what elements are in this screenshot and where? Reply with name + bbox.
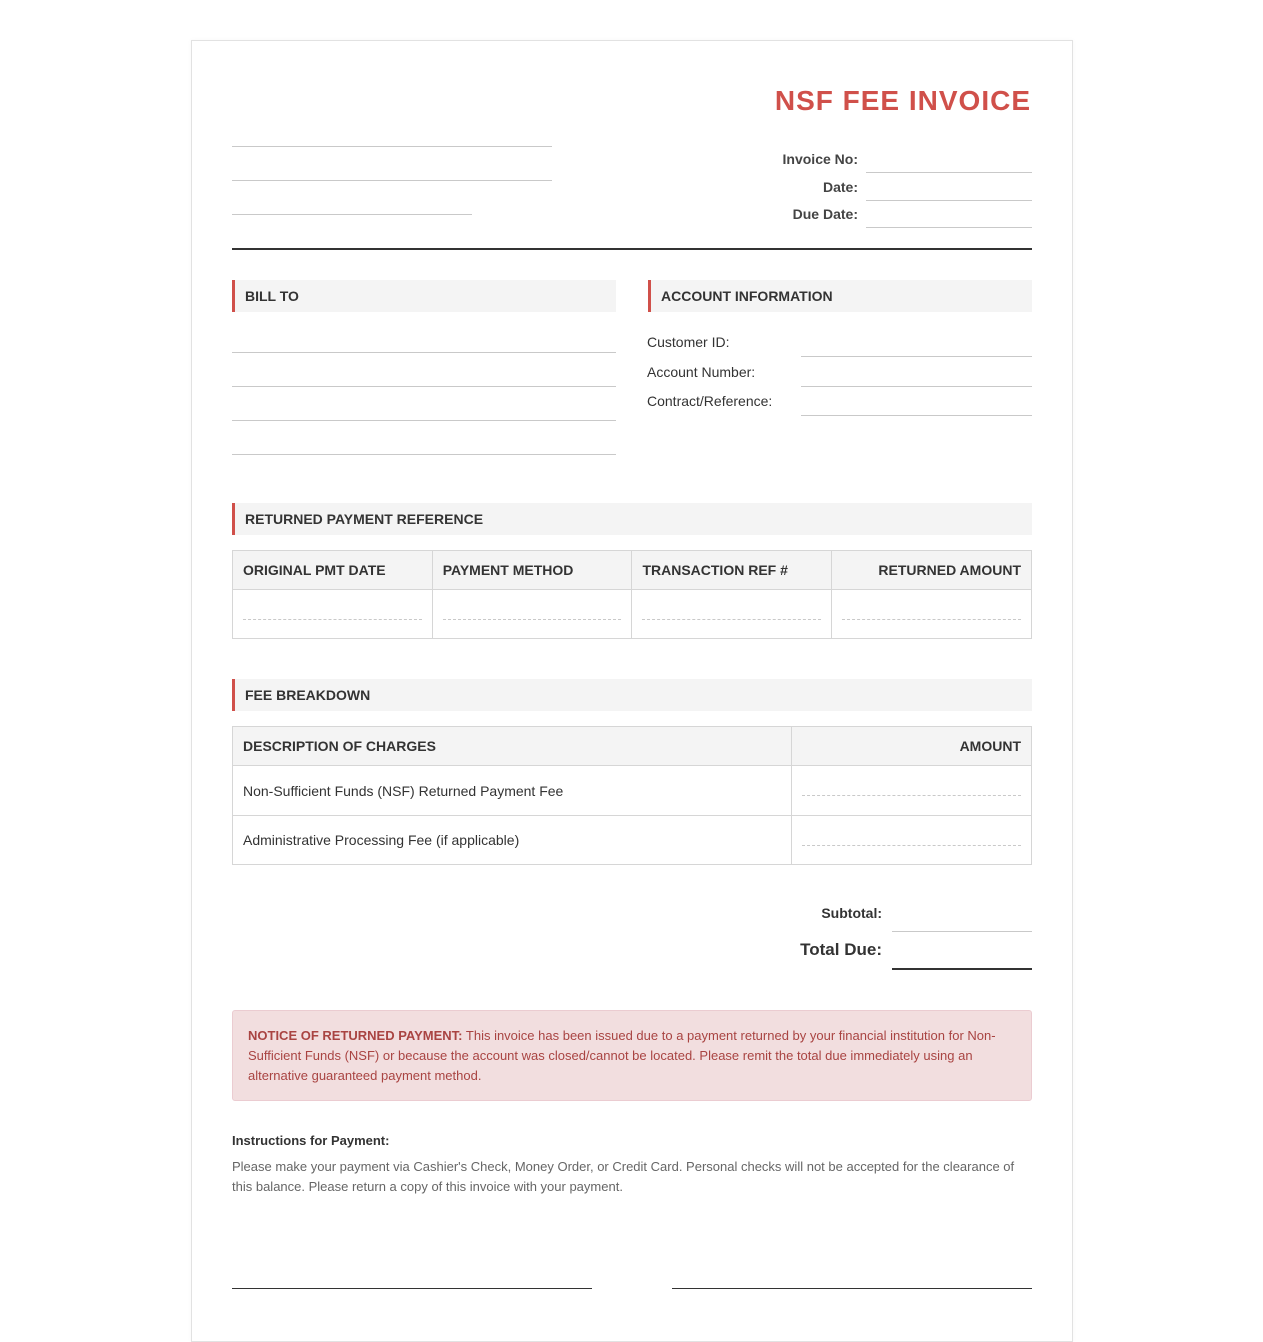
- company-name-line: [232, 146, 552, 147]
- company-address-line: [232, 180, 552, 181]
- notice-text: This invoice has been issued due to a payment returned by your financial institution for Non-Sufficient Funds (NSF) or because the account was closed/cannot be located. Please remit the total due immediately using an alternative guaranteed payment method.: [248, 1028, 996, 1083]
- total-due-field[interactable]: [892, 968, 1032, 970]
- contract-reference-label: Contract/Reference:: [647, 393, 773, 409]
- original-pmt-date-cell[interactable]: [233, 590, 433, 639]
- returned-payment-table: [232, 550, 1032, 639]
- invoice-title: NSF FEE INVOICE: [774, 85, 1031, 116]
- customer-id-field[interactable]: [801, 356, 1032, 357]
- customer-id-label: Customer ID:: [647, 334, 730, 350]
- total-due-label: Total Due:: [800, 940, 882, 959]
- col-amount: AMOUNT: [792, 727, 1032, 766]
- bill-to-section-header: [232, 280, 616, 312]
- due-date-field[interactable]: [866, 227, 1032, 228]
- account-number-label: Account Number:: [647, 364, 756, 380]
- company-contact-line: [232, 214, 472, 215]
- fee-description: Administrative Processing Fee (if applicable): [233, 816, 792, 865]
- returned-amount-cell[interactable]: [832, 590, 1032, 639]
- bill-to-line-2[interactable]: [232, 386, 616, 387]
- col-original-pmt-date: ORIGINAL PMT DATE: [233, 551, 433, 590]
- fee-breakdown-table: [232, 726, 1032, 865]
- col-description: DESCRIPTION OF CHARGES: [233, 727, 792, 766]
- date-label: Date:: [822, 179, 858, 195]
- header-divider: [232, 248, 1032, 250]
- account-heading: ACCOUNT INFORMATION: [661, 288, 833, 304]
- instructions-text: Please make your payment via Cashier's Check, Money Order, or Credit Card. Personal checks will not be accepted for the clearance of this balance. Please return a copy of this invoice with your payment.: [232, 1159, 1015, 1194]
- bill-to-line-3[interactable]: [232, 420, 616, 421]
- signature-line-left[interactable]: [232, 1288, 592, 1289]
- col-transaction-ref: TRANSACTION REF #: [632, 551, 832, 590]
- payment-method-cell[interactable]: [432, 590, 632, 639]
- fee-breakdown-heading: FEE BREAKDOWN: [245, 687, 371, 703]
- instructions-heading: Instructions for Payment:: [232, 1133, 390, 1148]
- fee-breakdown-section-header: [232, 679, 1032, 711]
- contract-reference-field[interactable]: [801, 415, 1032, 416]
- fee-amount-cell[interactable]: [792, 766, 1032, 816]
- bill-to-line-4[interactable]: [232, 454, 616, 455]
- signature-line-right[interactable]: [672, 1288, 1032, 1289]
- col-payment-method: PAYMENT METHOD: [432, 551, 632, 590]
- returned-payment-section-header: [232, 503, 1032, 535]
- date-field[interactable]: [866, 200, 1032, 201]
- account-number-field[interactable]: [801, 386, 1032, 387]
- invoice-page: [191, 40, 1073, 1342]
- notice-title: NOTICE OF RETURNED PAYMENT:: [248, 1028, 463, 1043]
- account-section-header: [648, 280, 1032, 312]
- subtotal-label: Subtotal:: [821, 905, 882, 921]
- col-returned-amount: RETURNED AMOUNT: [832, 551, 1032, 590]
- fee-description: Non-Sufficient Funds (NSF) Returned Payment Fee: [233, 766, 792, 816]
- fee-amount-cell[interactable]: [792, 816, 1032, 865]
- bill-to-line-1[interactable]: [232, 352, 616, 353]
- due-date-label: Due Date:: [792, 206, 858, 222]
- transaction-ref-cell[interactable]: [632, 590, 832, 639]
- subtotal-field[interactable]: [892, 931, 1032, 932]
- bill-to-heading: BILL TO: [245, 288, 299, 304]
- returned-payment-notice: [232, 1010, 1032, 1101]
- invoice-no-label: Invoice No:: [782, 151, 858, 167]
- invoice-no-field[interactable]: [866, 172, 1032, 173]
- returned-payment-heading: RETURNED PAYMENT REFERENCE: [245, 511, 484, 527]
